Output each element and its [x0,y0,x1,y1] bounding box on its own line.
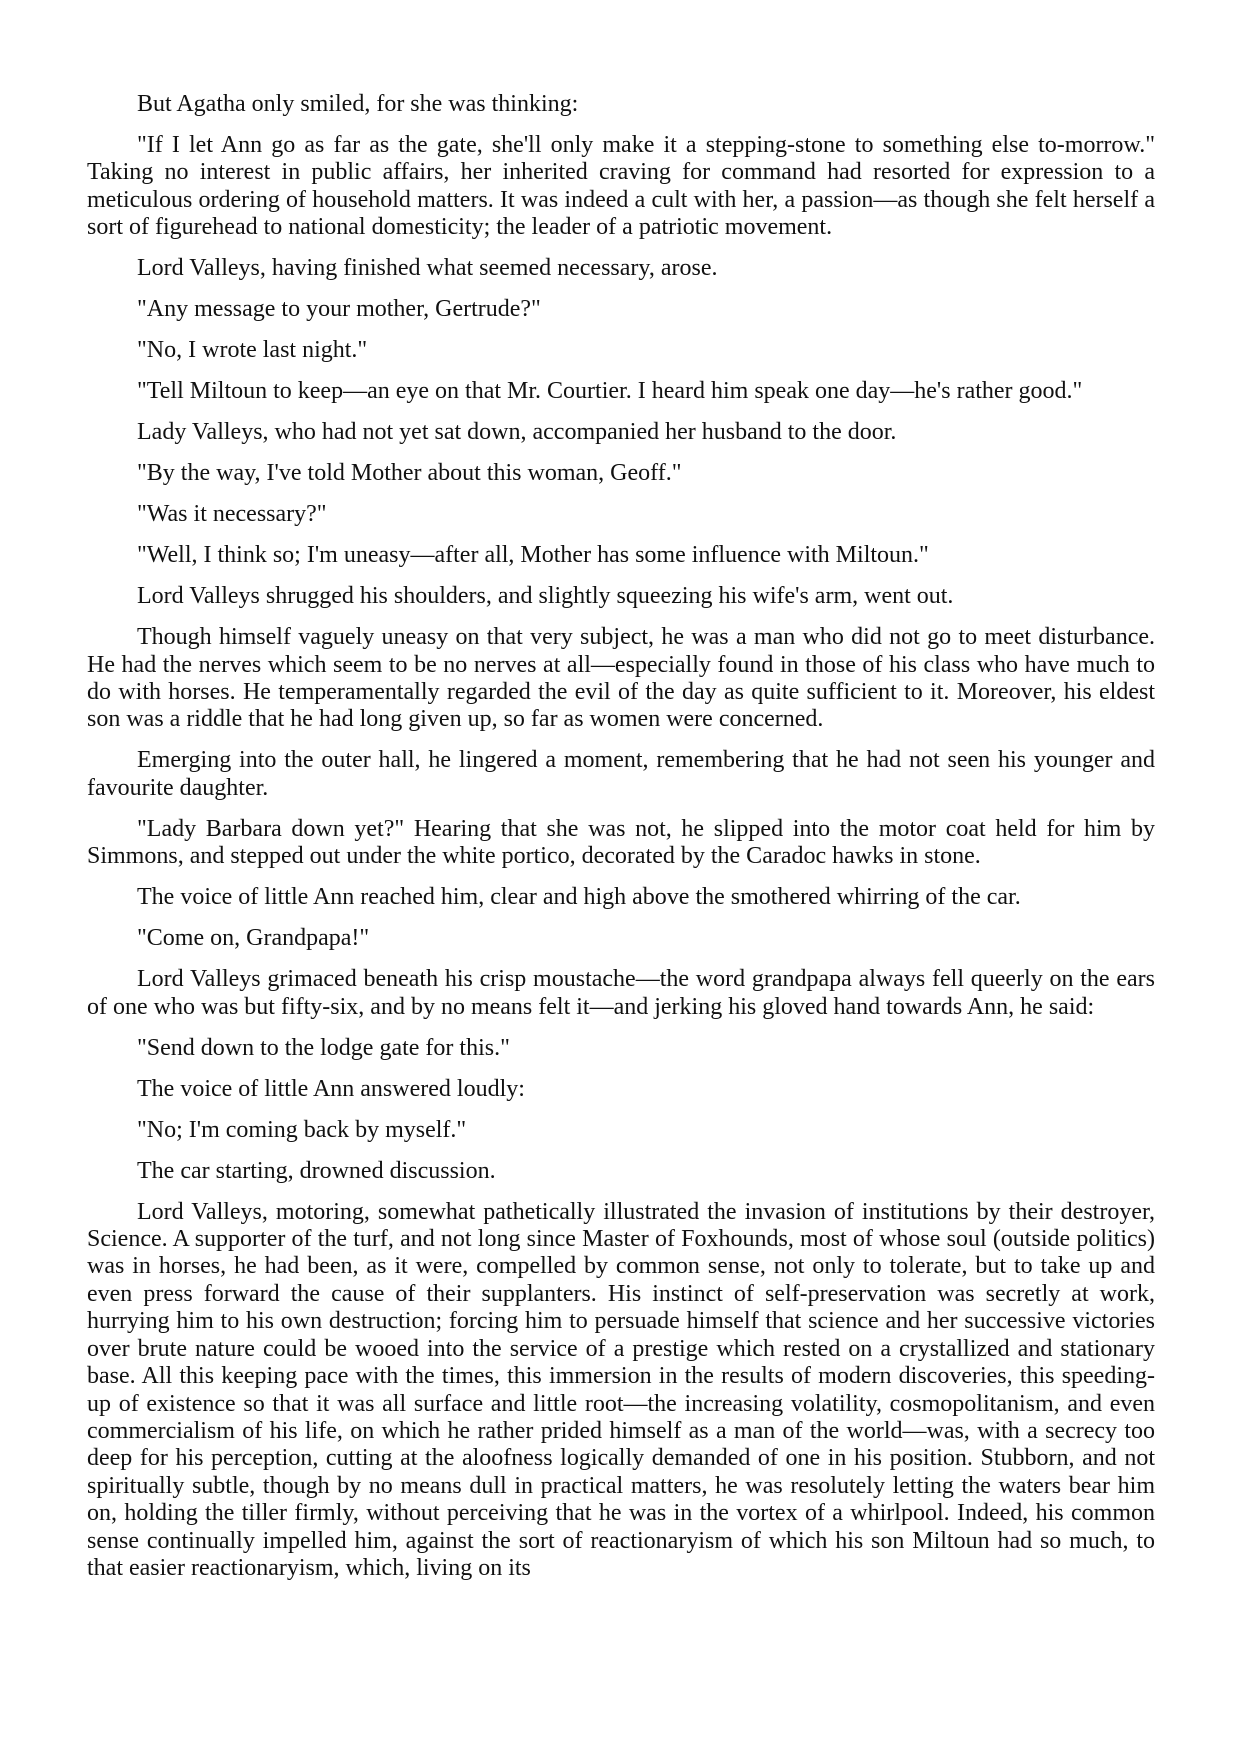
paragraph: "Well, I think so; I'm uneasy—after all, Mother has some influence with Miltoun." [137,542,929,569]
paragraph: "Was it necessary?" [137,501,327,528]
paragraph: "Any message to your mother, Gertrude?" [137,296,541,323]
paragraph: Though himself vaguely uneasy on that very subject, he was a man who did not go to meet disturbance. He had the nerves which seem to be no nerves at all—especially found in those of his class who have much to do with horses. He temperamentally regarded the evil of the day as quite sufficient to it. Moreover, his eldest son was a riddle that he had long given up, so far as women were concerned. [87,624,1155,733]
paragraph: "No, I wrote last night." [137,337,368,364]
paragraph: Emerging into the outer hall, he lingered a moment, remembering that he had not seen his younger and favourite daughter. [87,747,1155,801]
paragraph: "Come on, Grandpapa!" [137,925,370,952]
paragraph: The voice of little Ann reached him, clear and high above the smothered whirring of the car. [137,884,1021,911]
paragraph: Lord Valleys shrugged his shoulders, and slightly squeezing his wife's arm, went out. [137,583,954,610]
page-body [87,91,1155,1596]
paragraph: Lady Valleys, who had not yet sat down, accompanied her husband to the door. [137,419,897,446]
paragraph: The car starting, drowned discussion. [137,1157,496,1184]
paragraph: But Agatha only smiled, for she was thinking: [137,91,579,117]
paragraph: Lord Valleys grimaced beneath his crisp moustache—the word grandpapa always fell queerly on the ears of one who was but fifty-six, and by no means felt it—and jerking his gloved hand towards Ann, he said: [87,966,1155,1020]
paragraph: "By the way, I've told Mother about this woman, Geoff." [137,460,682,487]
paragraph: Lord Valleys, having finished what seemed necessary, arose. [137,255,718,282]
paragraph: "No; I'm coming back by myself." [137,1116,467,1143]
paragraph: "If I let Ann go as far as the gate, she'll only make it a stepping-stone to something else to-morrow." Taking no interest in public affairs, her inherited craving for command had resorted for expression to a meticulous ordering of household matters. It was indeed a cult with her, a passion—as though she felt herself a sort of figurehead to national domesticity; the leader of a patriotic movement. [87,132,1155,241]
paragraph: Lord Valleys, motoring, somewhat pathetically illustrated the invasion of institutions by their destroyer, Science. A supporter of the turf, and not long since Master of Foxhounds, most of whose soul (outside politics) was in horses, he had been, as it were, compelled by common sense, not only to tolerate, but to take up and even press forward the cause of their supplanters. His instinct of self-preservation was secretly at work, hurrying him to his own destruction; forcing him to persuade himself that science and her successive victories over brute nature could be wooed into the service of a prestige which rested on a crystallized and stationary base. All this keeping pace with the times, this immersion in the results of modern discoveries, this speeding-up of existence so that it was all surface and little root—the increasing volatility, cosmopolitanism, and even commercialism of his life, on which he rather prided himself as a man of the world—was, with a secrecy too deep for his perception, cutting at the aloofness logically demanded of one in his position. Stubborn, and not spiritually subtle, though by no means dull in practical matters, he was resolutely letting the waters bear him on, holding the tiller firmly, without perceiving that he was in the vortex of a whirlpool. Indeed, his common sense continually impelled him, against the sort of reactionaryism of which his son Miltoun had so much, to that easier reactionaryism, which, living on its [87,1198,1155,1581]
paragraph: "Send down to the lodge gate for this." [137,1034,510,1061]
paragraph: The voice of little Ann answered loudly: [137,1075,525,1102]
paragraph: "Tell Miltoun to keep—an eye on that Mr. Courtier. I heard him speak one day—he's rather good." [137,378,1083,405]
paragraph: "Lady Barbara down yet?" Hearing that she was not, he slipped into the motor coat held for him by Simmons, and stepped out under the white portico, decorated by the Caradoc hawks in stone. [87,815,1155,870]
